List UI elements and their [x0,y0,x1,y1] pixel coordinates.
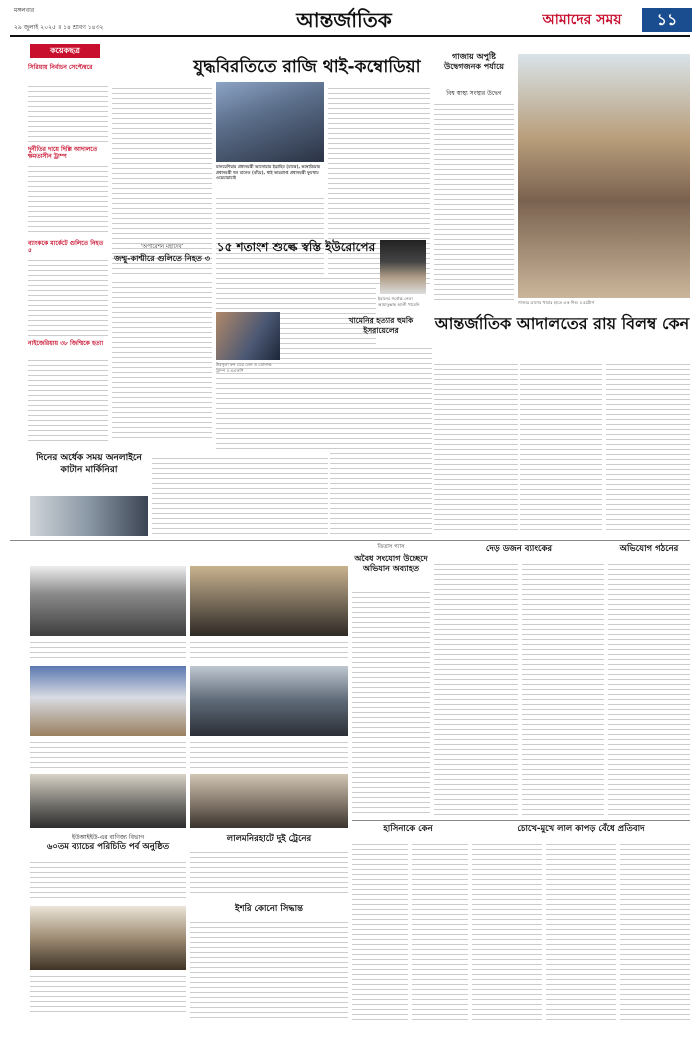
seminar-caption [30,738,186,772]
khamenei-caption: ইরানের সর্বোচ্চ নেতা আয়াতুল্লাহ আলী খামেনি [378,296,420,307]
iub-photo [30,906,186,970]
header-rule [10,35,690,37]
leaders-photo-caption: মালয়েশিয়ার প্রধানমন্ত্রী আনোয়ার ইব্রাহিম (মাঝে), কম্বোডিয়ার প্রধানমন্ত্রী হুন মানেত (বাঁয়ে), থাই ভারপ্রাপ্ত প্রধানমন্ত্রী ফুমথাম ওয়েচায়াচাই [216,164,321,180]
sidebar-head-2: দুর্নীতির দায়ে দিল্লি আদালতে ক্ষমতাসীন ট্রাম্প [28,146,98,160]
icj-body-col2 [520,360,602,534]
gaza-body [434,100,514,304]
seminar-photo [30,666,186,736]
group-photo [190,666,348,736]
leaders-photo [216,82,324,162]
bank-caption-2 [190,638,348,662]
iub-caption [30,972,186,1012]
page-date: ২৯ জুলাই ২০২৫ ॥ ১৪ শ্রাবণ ১৪৩২ [14,24,104,31]
banks-body-1 [434,560,518,816]
kashmir-body [112,278,212,438]
nodecision-headline: ইশরি কোনো সিদ্ধান্ত [235,904,303,914]
bank-photo-2 [190,566,348,636]
section-title: আন্তর্জাতিক [296,8,392,32]
gas-kicker: তিতাস গ্যাস [377,544,405,550]
sidebar-head-4: নাইজেরিয়ায় ৩৮ জিম্মিকে হত্যা [28,340,104,347]
complaint-body [608,560,690,816]
tariff-caption: উরসুলা ফন ডের লেন ও ডোনাল্ড ট্রাম্প ॥ এএফপি [216,362,272,373]
lower-rule [352,820,690,821]
khamenei-body [330,344,432,534]
work-photo [30,496,148,536]
iub-headline: ৬০তম ব্যাচের পরিচিতি পর্ব অনুষ্ঠিত [46,842,170,852]
hasina-body-1 [352,840,408,1022]
train-headline: লালমনিরহাটে দুই ট্রেনের [226,834,312,844]
main-headline: যুদ্ধবিরতিতে রাজি থাই-কম্বোডিয়া [193,57,421,77]
sidebar-text-4 [28,356,108,444]
protest-headline: চোখে-মুখে লাল কাপড় বেঁধে প্রতিবাদ [517,824,645,834]
gaza-photo [518,54,690,298]
main-body-col2 [216,194,324,282]
sidebar-text-1 [28,82,108,142]
page-day: মঙ্গলবার [14,7,35,14]
gaza-headline: গাজায় অপুষ্টি উদ্বেগজনক পর্যায়ে [443,52,505,71]
bank-photo-1 [30,566,186,636]
tariff-headline: ১৫ শতাংশ শুল্কে স্বস্তি ইউরোপের [216,240,376,254]
ceremony-photo-2 [190,774,348,828]
ceremony-photo-1 [30,774,186,828]
banks-body-2 [522,560,604,816]
group-caption [190,738,348,768]
complaint-headline: অভিযোগ গঠনের [619,544,679,554]
brand-logo: আমাদের সময় [542,12,622,28]
icj-body-col3 [606,360,690,534]
work-headline: দিনের অর্ধেক সময় অনলাইনে কাটান মার্কিনিরা [36,453,142,475]
sidebar-text-3 [28,256,108,336]
khamenei-headline: খামেনির হত্যার হুমকি ইসরায়েলের [348,316,414,335]
hasina-body-2 [412,840,468,1022]
bank-caption-1 [30,638,186,662]
banks-headline: দেড় ডজন ব্যাংকের [485,544,553,554]
sidebar-head-1: সিরিয়ায় নির্বাচন সেপ্টেম্বরে [28,64,93,71]
gas-headline: অবৈধ সংযোগ উচ্ছেদে অভিযান অব্যাহত [354,554,428,573]
iub-body [30,858,186,902]
protest-body-1 [472,840,542,1022]
sidebar-title: কয়েকছত্র [30,44,100,58]
khamenei-photo [380,240,426,294]
gaza-photo-caption: গাজার ত্রাণের খাবার হাতে এক শিশু ॥ রয়টার্স [518,300,595,305]
train-body [190,848,348,896]
sidebar-text-2 [28,162,108,236]
hasina-headline: হাসিনাকে কেন [383,824,433,834]
protest-body-2 [546,840,616,1022]
iub-kicker: ইউআইইউ-এর বাণিজ্য বিভাগ [71,834,145,841]
gaza-subhead: বিশ্ব স্বাস্থ্য সংস্থার উদ্বেগ [446,90,502,97]
kashmir-headline: জম্মু-কাশ্মীরে গুলিতে নিহত ৩ [114,254,210,263]
nodecision-body [190,918,348,1022]
gas-body [352,588,430,816]
page-number: ১১ [642,8,692,32]
work-body [152,454,328,536]
mid-rule [10,540,690,541]
icj-body-col1 [434,360,518,534]
protest-body-3 [620,840,690,1022]
sidebar-head-3: ব্যাংককে মার্কেটে গুলিতে নিহত ৫ [28,240,104,254]
kashmir-kicker: ‘অপারেশন মহাদেব’ [140,244,184,250]
icj-headline: আন্তর্জাতিক আদালতের রায় বিলম্ব কেন [434,314,690,333]
tariff-photo [216,312,280,360]
